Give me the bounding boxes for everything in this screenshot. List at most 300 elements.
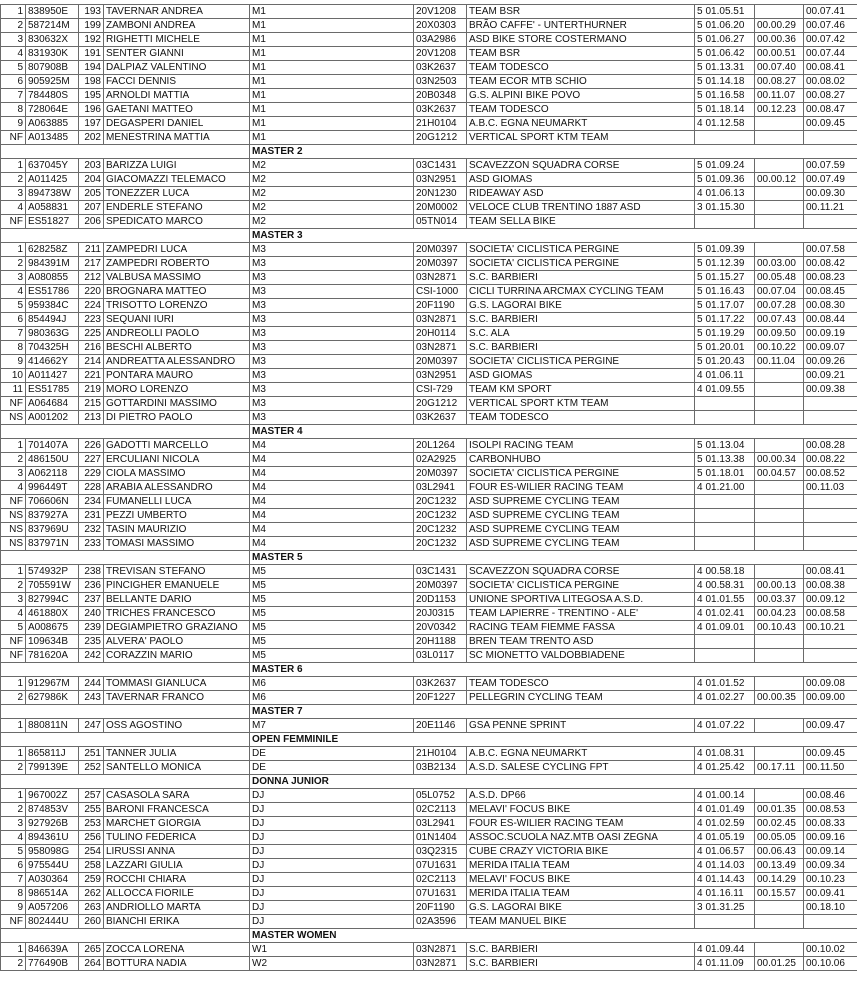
- category-header-spacer: [1, 229, 250, 243]
- result-row: [1, 817, 857, 831]
- result-row: [1, 565, 857, 579]
- team-code-cell: 20N1230: [414, 187, 467, 201]
- total-time-cell: 01.09.39: [704, 243, 755, 257]
- team-code-cell: 03C1431: [414, 159, 467, 173]
- license-cell: 838950E: [26, 5, 79, 19]
- team-code-cell: 20D1153: [414, 593, 467, 607]
- license-cell: A058831: [26, 201, 79, 215]
- license-cell: 975544U: [26, 859, 79, 873]
- category-header-row: [1, 705, 857, 719]
- gap-cell: 00.05.48: [755, 271, 804, 285]
- total-time-cell: 01.13.38: [704, 453, 755, 467]
- category-cell: M3: [250, 327, 414, 341]
- category-header-spacer: [1, 551, 250, 565]
- category-header-spacer: [1, 705, 250, 719]
- category-cell: M5: [250, 579, 414, 593]
- results-table: [0, 4, 857, 971]
- result-row: [1, 439, 857, 453]
- best-lap-cell: 00.08.02: [804, 75, 857, 89]
- team-code-cell: 20C1232: [414, 495, 467, 509]
- team-name-cell: TEAM BSR: [467, 5, 695, 19]
- total-time-cell: 01.16.43: [704, 285, 755, 299]
- total-time-cell: [704, 495, 755, 509]
- category-cell: M4: [250, 467, 414, 481]
- category-cell: M4: [250, 439, 414, 453]
- position-cell: NS: [1, 537, 26, 551]
- category-cell: M5: [250, 635, 414, 649]
- result-row: [1, 537, 857, 551]
- category-cell: M3: [250, 271, 414, 285]
- best-lap-cell: 00.08.28: [804, 439, 857, 453]
- team-name-cell: S.C. ALA: [467, 327, 695, 341]
- result-row: [1, 523, 857, 537]
- bib-number-cell: 260: [79, 915, 104, 929]
- license-cell: 637045Y: [26, 159, 79, 173]
- bib-number-cell: 243: [79, 691, 104, 705]
- category-cell: W1: [250, 943, 414, 957]
- bib-number-cell: 219: [79, 383, 104, 397]
- rider-name-cell: TOMASI MASSIMO: [104, 537, 250, 551]
- bib-number-cell: 225: [79, 327, 104, 341]
- license-cell: 705591W: [26, 579, 79, 593]
- position-cell: 1: [1, 747, 26, 761]
- license-cell: 894738W: [26, 187, 79, 201]
- total-time-cell: 01.09.55: [704, 383, 755, 397]
- team-code-cell: CSI-729: [414, 383, 467, 397]
- result-row: [1, 873, 857, 887]
- position-cell: 5: [1, 299, 26, 313]
- team-name-cell: TEAM MANUEL BIKE: [467, 915, 695, 929]
- best-lap-cell: 00.09.38: [804, 383, 857, 397]
- total-time-cell: 01.17.22: [704, 313, 755, 327]
- category-cell: M3: [250, 383, 414, 397]
- team-code-cell: 03K2637: [414, 103, 467, 117]
- gap-cell: [755, 635, 804, 649]
- best-lap-cell: 00.09.45: [804, 117, 857, 131]
- laps-cell: 5: [695, 355, 704, 369]
- result-row: [1, 901, 857, 915]
- best-lap-cell: 00.09.14: [804, 845, 857, 859]
- category-cell: DJ: [250, 817, 414, 831]
- bib-number-cell: 244: [79, 677, 104, 691]
- license-cell: 706606N: [26, 495, 79, 509]
- position-cell: 7: [1, 89, 26, 103]
- bib-number-cell: 199: [79, 19, 104, 33]
- gap-cell: 00.00.29: [755, 19, 804, 33]
- gap-cell: 00.07.40: [755, 61, 804, 75]
- best-lap-cell: [804, 649, 857, 663]
- result-row: [1, 649, 857, 663]
- team-name-cell: MERIDA ITALIA TEAM: [467, 887, 695, 901]
- team-name-cell: VERTICAL SPORT KTM TEAM: [467, 131, 695, 145]
- team-code-cell: 03Q2315: [414, 845, 467, 859]
- laps-cell: 4: [695, 817, 704, 831]
- category-header-spacer: [1, 733, 250, 747]
- category-cell: M6: [250, 691, 414, 705]
- rider-name-cell: TREVISAN STEFANO: [104, 565, 250, 579]
- bib-number-cell: 253: [79, 817, 104, 831]
- license-cell: 980363G: [26, 327, 79, 341]
- rider-name-cell: FACCI DENNIS: [104, 75, 250, 89]
- category-cell: M3: [250, 397, 414, 411]
- laps-cell: 4: [695, 831, 704, 845]
- rider-name-cell: BARONI FRANCESCA: [104, 803, 250, 817]
- team-code-cell: 20F1227: [414, 691, 467, 705]
- license-cell: 831930K: [26, 47, 79, 61]
- bib-number-cell: 258: [79, 859, 104, 873]
- best-lap-cell: 00.09.00: [804, 691, 857, 705]
- gap-cell: 00.01.35: [755, 803, 804, 817]
- best-lap-cell: [804, 635, 857, 649]
- laps-cell: 5: [695, 61, 704, 75]
- gap-cell: 00.11.07: [755, 89, 804, 103]
- category-cell: M2: [250, 215, 414, 229]
- position-cell: 8: [1, 887, 26, 901]
- laps-cell: [695, 537, 704, 551]
- best-lap-cell: [804, 215, 857, 229]
- category-cell: DE: [250, 761, 414, 775]
- license-cell: 827994C: [26, 593, 79, 607]
- laps-cell: [695, 397, 704, 411]
- category-header-row: [1, 229, 857, 243]
- bib-number-cell: 239: [79, 621, 104, 635]
- total-time-cell: 01.12.39: [704, 257, 755, 271]
- laps-cell: 4: [695, 873, 704, 887]
- team-name-cell: ASD GIOMAS: [467, 369, 695, 383]
- gap-cell: 00.08.27: [755, 75, 804, 89]
- position-cell: 2: [1, 453, 26, 467]
- team-name-cell: SOCIETA' CICLISTICA PERGINE: [467, 467, 695, 481]
- laps-cell: [695, 215, 704, 229]
- best-lap-cell: 00.08.58: [804, 607, 857, 621]
- license-cell: 799139E: [26, 761, 79, 775]
- category-cell: M5: [250, 621, 414, 635]
- gap-cell: [755, 439, 804, 453]
- team-code-cell: 20M0397: [414, 467, 467, 481]
- best-lap-cell: 00.11.03: [804, 481, 857, 495]
- category-header-spacer: [1, 145, 250, 159]
- bib-number-cell: 207: [79, 201, 104, 215]
- category-title: DONNA JUNIOR: [250, 775, 857, 789]
- result-row: [1, 89, 857, 103]
- team-name-cell: A.S.D. SALESE CYCLING FPT: [467, 761, 695, 775]
- laps-cell: 4: [695, 481, 704, 495]
- bib-number-cell: 264: [79, 957, 104, 971]
- team-code-cell: 03L2941: [414, 817, 467, 831]
- bib-number-cell: 233: [79, 537, 104, 551]
- result-row: [1, 761, 857, 775]
- rider-name-cell: ANDREOLLI PAOLO: [104, 327, 250, 341]
- result-row: [1, 859, 857, 873]
- license-cell: A013485: [26, 131, 79, 145]
- team-code-cell: 02A2925: [414, 453, 467, 467]
- position-cell: 9: [1, 117, 26, 131]
- category-cell: DJ: [250, 887, 414, 901]
- result-row: [1, 831, 857, 845]
- team-code-cell: 20V0342: [414, 621, 467, 635]
- team-code-cell: 20G1212: [414, 131, 467, 145]
- best-lap-cell: 00.07.58: [804, 243, 857, 257]
- best-lap-cell: 00.11.50: [804, 761, 857, 775]
- bib-number-cell: 206: [79, 215, 104, 229]
- gap-cell: 00.04.57: [755, 467, 804, 481]
- team-code-cell: 20C1232: [414, 523, 467, 537]
- bib-number-cell: 238: [79, 565, 104, 579]
- team-name-cell: ASD BIKE STORE COSTERMANO: [467, 33, 695, 47]
- team-name-cell: G.S. LAGORAI BIKE: [467, 901, 695, 915]
- bib-number-cell: 227: [79, 453, 104, 467]
- best-lap-cell: [804, 523, 857, 537]
- total-time-cell: [704, 411, 755, 425]
- license-cell: 807908B: [26, 61, 79, 75]
- team-code-cell: 20J0315: [414, 607, 467, 621]
- result-row: [1, 369, 857, 383]
- license-cell: 486150U: [26, 453, 79, 467]
- laps-cell: [695, 495, 704, 509]
- total-time-cell: 01.01.49: [704, 803, 755, 817]
- team-code-cell: 20M0397: [414, 579, 467, 593]
- result-row: [1, 103, 857, 117]
- team-code-cell: 20H0114: [414, 327, 467, 341]
- total-time-cell: 01.07.22: [704, 719, 755, 733]
- category-cell: M4: [250, 495, 414, 509]
- result-row: [1, 607, 857, 621]
- category-cell: DJ: [250, 789, 414, 803]
- laps-cell: 5: [695, 33, 704, 47]
- bib-number-cell: 196: [79, 103, 104, 117]
- bib-number-cell: 214: [79, 355, 104, 369]
- gap-cell: [755, 187, 804, 201]
- result-row: [1, 593, 857, 607]
- total-time-cell: 01.16.58: [704, 89, 755, 103]
- result-row: [1, 201, 857, 215]
- category-cell: M5: [250, 593, 414, 607]
- team-name-cell: BREN TEAM TRENTO ASD: [467, 635, 695, 649]
- total-time-cell: [704, 397, 755, 411]
- rider-name-cell: GIACOMAZZI TELEMACO: [104, 173, 250, 187]
- laps-cell: 5: [695, 243, 704, 257]
- team-name-cell: SOCIETA' CICLISTICA PERGINE: [467, 257, 695, 271]
- license-cell: A080855: [26, 271, 79, 285]
- gap-cell: 00.14.29: [755, 873, 804, 887]
- result-row: [1, 579, 857, 593]
- gap-cell: [755, 719, 804, 733]
- gap-cell: [755, 509, 804, 523]
- team-name-cell: A.B.C. EGNA NEUMARKT: [467, 117, 695, 131]
- license-cell: 912967M: [26, 677, 79, 691]
- bib-number-cell: 228: [79, 481, 104, 495]
- license-cell: 776490B: [26, 957, 79, 971]
- total-time-cell: 01.17.07: [704, 299, 755, 313]
- position-cell: 1: [1, 677, 26, 691]
- laps-cell: 4: [695, 565, 704, 579]
- rider-name-cell: TRISOTTO LORENZO: [104, 299, 250, 313]
- rider-name-cell: DALPIAZ VALENTINO: [104, 61, 250, 75]
- license-cell: A064684: [26, 397, 79, 411]
- total-time-cell: 01.31.25: [704, 901, 755, 915]
- category-header-spacer: [1, 663, 250, 677]
- team-name-cell: VERTICAL SPORT KTM TEAM: [467, 397, 695, 411]
- team-name-cell: SC MIONETTO VALDOBBIADENE: [467, 649, 695, 663]
- rider-name-cell: LAZZARI GIULIA: [104, 859, 250, 873]
- position-cell: 1: [1, 159, 26, 173]
- rider-name-cell: MORO LORENZO: [104, 383, 250, 397]
- license-cell: ES51827: [26, 215, 79, 229]
- rider-name-cell: ZAMPEDRI ROBERTO: [104, 257, 250, 271]
- category-cell: DJ: [250, 859, 414, 873]
- category-header-spacer: [1, 425, 250, 439]
- gap-cell: [755, 495, 804, 509]
- rider-name-cell: PINCIGHER EMANUELE: [104, 579, 250, 593]
- laps-cell: 4: [695, 621, 704, 635]
- result-row: [1, 719, 857, 733]
- result-row: [1, 691, 857, 705]
- license-cell: 880811N: [26, 719, 79, 733]
- laps-cell: 4: [695, 719, 704, 733]
- team-name-cell: TEAM TODESCO: [467, 677, 695, 691]
- gap-cell: [755, 943, 804, 957]
- result-row: [1, 215, 857, 229]
- total-time-cell: 01.25.42: [704, 761, 755, 775]
- team-name-cell: G.S. ALPINI BIKE POVO: [467, 89, 695, 103]
- gap-cell: 00.00.12: [755, 173, 804, 187]
- gap-cell: 00.07.28: [755, 299, 804, 313]
- bib-number-cell: 192: [79, 33, 104, 47]
- category-header-row: [1, 663, 857, 677]
- rider-name-cell: CASASOLA SARA: [104, 789, 250, 803]
- laps-cell: 4: [695, 593, 704, 607]
- team-code-cell: 03C1431: [414, 565, 467, 579]
- result-row: [1, 173, 857, 187]
- gap-cell: [755, 369, 804, 383]
- best-lap-cell: 00.08.23: [804, 271, 857, 285]
- rider-name-cell: ZAMBONI ANDREA: [104, 19, 250, 33]
- result-row: [1, 341, 857, 355]
- category-cell: M3: [250, 285, 414, 299]
- result-row: [1, 453, 857, 467]
- total-time-cell: [704, 509, 755, 523]
- category-cell: M1: [250, 47, 414, 61]
- bib-number-cell: 235: [79, 635, 104, 649]
- position-cell: NF: [1, 131, 26, 145]
- bib-number-cell: 229: [79, 467, 104, 481]
- gap-cell: [755, 215, 804, 229]
- rider-name-cell: SEQUANI IURI: [104, 313, 250, 327]
- team-code-cell: 20M0397: [414, 257, 467, 271]
- rider-name-cell: BARIZZA LUIGI: [104, 159, 250, 173]
- category-cell: M4: [250, 537, 414, 551]
- result-row: [1, 915, 857, 929]
- laps-cell: 5: [695, 47, 704, 61]
- team-code-cell: 20E1146: [414, 719, 467, 733]
- bib-number-cell: 257: [79, 789, 104, 803]
- license-cell: 967002Z: [26, 789, 79, 803]
- total-time-cell: 01.09.36: [704, 173, 755, 187]
- best-lap-cell: 00.08.41: [804, 61, 857, 75]
- total-time-cell: 01.18.01: [704, 467, 755, 481]
- result-row: [1, 61, 857, 75]
- license-cell: A011425: [26, 173, 79, 187]
- team-code-cell: 02A3596: [414, 915, 467, 929]
- best-lap-cell: 00.08.52: [804, 467, 857, 481]
- position-cell: 5: [1, 621, 26, 635]
- bib-number-cell: 263: [79, 901, 104, 915]
- gap-cell: [755, 5, 804, 19]
- result-row: [1, 285, 857, 299]
- license-cell: 781620A: [26, 649, 79, 663]
- license-cell: 461880X: [26, 607, 79, 621]
- rider-name-cell: VALBUSA MASSIMO: [104, 271, 250, 285]
- team-code-cell: CSI-1000: [414, 285, 467, 299]
- gap-cell: 00.00.36: [755, 33, 804, 47]
- position-cell: 1: [1, 565, 26, 579]
- rider-name-cell: SANTELLO MONICA: [104, 761, 250, 775]
- bib-number-cell: 213: [79, 411, 104, 425]
- gap-cell: 00.07.43: [755, 313, 804, 327]
- category-cell: W2: [250, 957, 414, 971]
- team-name-cell: S.C. BARBIERI: [467, 957, 695, 971]
- total-time-cell: 01.02.27: [704, 691, 755, 705]
- license-cell: 958098G: [26, 845, 79, 859]
- team-name-cell: S.C. BARBIERI: [467, 271, 695, 285]
- rider-name-cell: ZAMPEDRI LUCA: [104, 243, 250, 257]
- team-name-cell: TEAM LAPIERRE - TRENTINO - ALE': [467, 607, 695, 621]
- laps-cell: 5: [695, 467, 704, 481]
- total-time-cell: 01.19.29: [704, 327, 755, 341]
- gap-cell: [755, 915, 804, 929]
- total-time-cell: [704, 915, 755, 929]
- category-cell: M1: [250, 103, 414, 117]
- best-lap-cell: 00.09.26: [804, 355, 857, 369]
- laps-cell: 5: [695, 5, 704, 19]
- license-cell: 837971N: [26, 537, 79, 551]
- best-lap-cell: 00.11.21: [804, 201, 857, 215]
- team-name-cell: CARBONHUBO: [467, 453, 695, 467]
- team-code-cell: 20F1190: [414, 299, 467, 313]
- result-row: [1, 383, 857, 397]
- category-cell: DE: [250, 747, 414, 761]
- license-cell: 784480S: [26, 89, 79, 103]
- best-lap-cell: 00.08.27: [804, 89, 857, 103]
- result-row: [1, 131, 857, 145]
- result-row: [1, 397, 857, 411]
- bib-number-cell: 194: [79, 61, 104, 75]
- team-code-cell: 02C2113: [414, 803, 467, 817]
- total-time-cell: 01.15.27: [704, 271, 755, 285]
- category-cell: M2: [250, 159, 414, 173]
- bib-number-cell: 191: [79, 47, 104, 61]
- laps-cell: [695, 915, 704, 929]
- gap-cell: 00.05.05: [755, 831, 804, 845]
- result-row: [1, 747, 857, 761]
- bib-number-cell: 242: [79, 649, 104, 663]
- category-cell: M2: [250, 201, 414, 215]
- position-cell: 8: [1, 341, 26, 355]
- license-cell: 587214M: [26, 19, 79, 33]
- license-cell: ES51786: [26, 285, 79, 299]
- position-cell: NF: [1, 495, 26, 509]
- position-cell: 4: [1, 831, 26, 845]
- rider-name-cell: ALVERA' PAOLO: [104, 635, 250, 649]
- team-name-cell: S.C. BARBIERI: [467, 341, 695, 355]
- position-cell: 1: [1, 243, 26, 257]
- laps-cell: 5: [695, 257, 704, 271]
- result-row: [1, 33, 857, 47]
- result-row: [1, 943, 857, 957]
- team-name-cell: CICLI TURRINA ARCMAX CYCLING TEAM: [467, 285, 695, 299]
- gap-cell: 00.03.00: [755, 257, 804, 271]
- team-code-cell: 03N2951: [414, 369, 467, 383]
